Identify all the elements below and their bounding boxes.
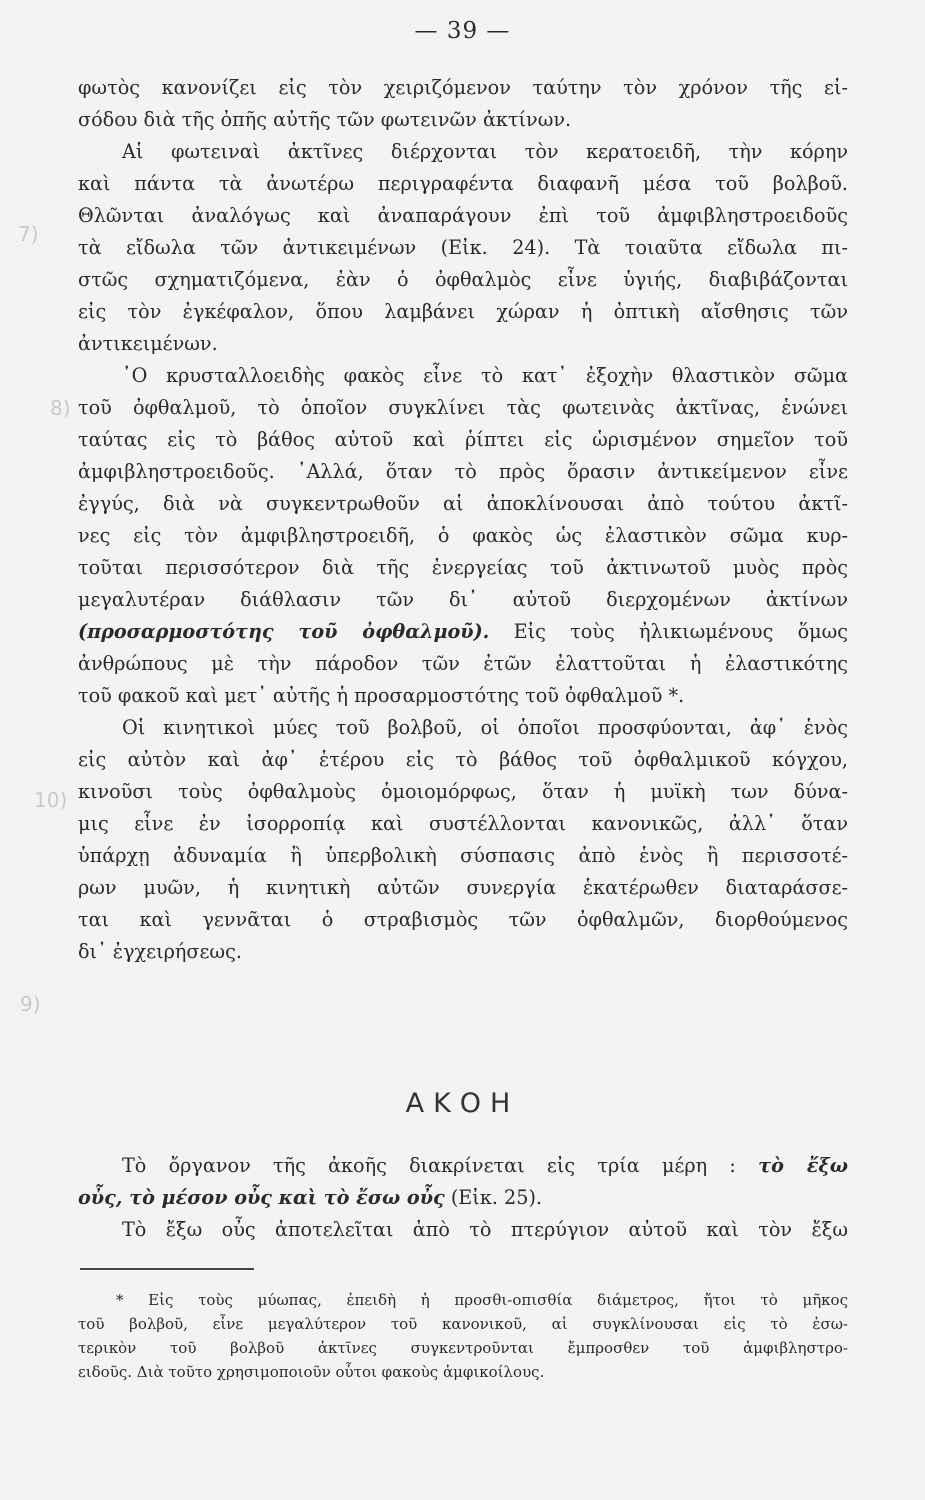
emphasis-text: (προσαρμοστότης τοῦ ὀφθαλμοῦ). xyxy=(78,620,490,643)
text-line: σόδου διὰ τῆς ὀπῆς αὐτῆς τῶν φωτεινῶν ἀκτίνων. xyxy=(78,108,572,131)
margin-annotation: 8) xyxy=(50,396,71,420)
text-line: ἐγγύς, διὰ νὰ συγκεντρωθοῦν αἱ ἀποκλίνουσαι ἀπὸ τούτου ἀκτῖ- xyxy=(78,492,848,515)
text-fragment: Τὸ ὄργανον τῆς ἀκοῆς διακρίνεται εἰς τρία μέρη : xyxy=(122,1154,736,1177)
text-line: ρων μυῶν, ἡ κινητικὴ αὐτῶν συνεργία ἑκατέρωθεν διαταράσσε- xyxy=(78,876,848,899)
text-line: μις εἶνε ἐν ἰσορροπίᾳ καὶ συστέλλονται κανονικῶς, ἀλλ᾽ ὅταν xyxy=(78,812,848,835)
text-line: κινοῦσι τοὺς ὀφθαλμοὺς ὁμοιομόρφως, ὅταν ἡ μυϊκὴ των δύνα- xyxy=(78,780,848,803)
text-line: εἰς αὐτὸν καὶ ἀφ᾽ ἑτέρου εἰς τὸ βάθος τοῦ ὀφθαλμικοῦ κόγχου, xyxy=(78,748,848,771)
text-line: Οἱ κινητικοὶ μύες τοῦ βολβοῦ, οἱ ὁποῖοι προσφύονται, ἀφ᾽ ἑνὸς xyxy=(122,716,848,739)
section-heading: ΑΚΟΗ xyxy=(405,1088,520,1119)
page-number: — 39 — xyxy=(414,18,511,44)
text-line: ἀμφιβληστροειδοῦς. ᾿Αλλά, ὅταν τὸ πρὸς ὅρασιν ἀντικείμενον εἶνε xyxy=(78,460,848,483)
text-line: ἀντικειμένων. xyxy=(78,332,218,355)
text-fragment: Εἰς τοὺς ἠλικιωμένους ὅμως xyxy=(489,620,848,643)
margin-annotation: 7) xyxy=(18,222,39,246)
section-text xyxy=(78,1150,848,1246)
text-line: Θλῶνται ἀναλόγως καὶ ἀναπαράγουν ἐπὶ τοῦ ἀμφιβληστροειδοῦς xyxy=(78,204,848,227)
text-line: καὶ πάντα τὰ ἀνωτέρω περιγραφέντα διαφανῆ μέσα τοῦ βολβοῦ. xyxy=(78,172,848,195)
text-line: τὰ εἴδωλα τῶν ἀντικειμένων (Εἰκ. 24). Τὰ τοιαῦτα εἴδωλα πι- xyxy=(78,236,848,259)
text-line: ὑπάρχῃ ἀδυναμία ἢ ὑπερβολικὴ σύσπασις ἀπὸ ἑνὸς ἢ περισσοτέ- xyxy=(78,844,848,867)
text-line: νες εἰς τὸν ἀμφιβληστροειδῆ, ὁ φακὸς ὡς ἐλαστικὸν σῶμα κυρ- xyxy=(78,524,848,547)
text-line: ῾Ο κρυσταλλοειδὴς φακὸς εἶνε τὸ κατ᾽ ἐξοχὴν θλαστικὸν σῶμα xyxy=(122,364,848,387)
footnote-line: * Εἰς τοὺς μύωπας, ἐπειδὴ ἡ προσθι-οπισθία διάμετρος, ἤτοι τὸ μῆκος xyxy=(116,1291,848,1309)
margin-annotation: 10) xyxy=(34,788,68,812)
footnote-line: τοῦ βολβοῦ, εἶνε μεγαλύτερον τοῦ κανονικοῦ, αἱ συγκλίνουσαι εἰς τὸ ἐσω- xyxy=(78,1315,848,1333)
text-line: Τὸ ἔξω οὖς ἀποτελεῖται ἀπὸ τὸ πτερύγιον αὐτοῦ καὶ τὸν ἔξω xyxy=(122,1218,848,1241)
text-line: Αἱ φωτειναὶ ἀκτῖνες διέρχονται τὸν κερατοειδῆ, τὴν κόρην xyxy=(122,140,848,163)
text-line: τοῦται περισσότερον διὰ τῆς ἐνεργείας τοῦ ἀκτινωτοῦ μυὸς πρὸς xyxy=(78,556,848,579)
text-line: ἀνθρώπους μὲ τὴν πάροδον τῶν ἐτῶν ἐλαττοῦται ἡ ἐλαστικότης xyxy=(78,652,848,675)
text-line: μεγαλυτέραν διάθλασιν τῶν δι᾽ αὐτοῦ διερχομένων ἀκτίνων xyxy=(78,588,848,611)
text-line xyxy=(78,616,848,648)
footnote-line: ειδοῦς. Διὰ τοῦτο χρησιμοποιοῦν οὗτοι φακοὺς ἀμφικοίλους. xyxy=(78,1363,545,1381)
emphasis-text: οὖς, τὸ μέσον οὖς καὶ τὸ ἔσω οὖς xyxy=(78,1186,445,1209)
main-text xyxy=(78,72,848,968)
text-line: τοῦ φακοῦ καὶ μετ᾽ αὐτῆς ἡ προσαρμοστότης τοῦ ὀφθαλμοῦ *. xyxy=(78,684,685,707)
text-line: δι᾽ ἐγχειρήσεως. xyxy=(78,940,242,963)
footnote-divider xyxy=(80,1268,254,1270)
footnote xyxy=(78,1288,848,1384)
text-line: ται καὶ γεννᾶται ὁ στραβισμὸς τῶν ὀφθαλμῶν, διορθούμενος xyxy=(78,908,848,931)
text-line: ταύτας εἰς τὸ βάθος αὐτοῦ καὶ ῥίπτει εἰς ὡρισμένον σημεῖον τοῦ xyxy=(78,428,848,451)
margin-annotation: 9) xyxy=(20,992,41,1016)
text-line: φωτὸς κανονίζει εἰς τὸν χειριζόμενον ταύτην τὸν χρόνον τῆς εἰ- xyxy=(78,76,848,99)
text-line: στῶς σχηματιζόμενα, ἐὰν ὁ ὀφθαλμὸς εἶνε ὑγιής, διαβιβάζονται xyxy=(78,268,848,291)
emphasis-text: τὸ ἔξω xyxy=(758,1154,848,1177)
text-line: τοῦ ὀφθαλμοῦ, τὸ ὁποῖον συγκλίνει τὰς φωτεινὰς ἀκτῖνας, ἑνώνει xyxy=(78,396,848,419)
text-fragment: (Εἰκ. 25). xyxy=(444,1186,543,1209)
text-line xyxy=(78,1182,848,1214)
text-line: εἰς τὸν ἐγκέφαλον, ὅπου λαμβάνει χώραν ἡ ὀπτικὴ αἴσθησις τῶν xyxy=(78,300,848,323)
text-line xyxy=(78,1150,848,1182)
footnote-line: τερικὸν τοῦ βολβοῦ ἀκτῖνες συγκεντροῦνται ἔμπροσθεν τοῦ ἀμφιβληστρο- xyxy=(78,1339,848,1357)
